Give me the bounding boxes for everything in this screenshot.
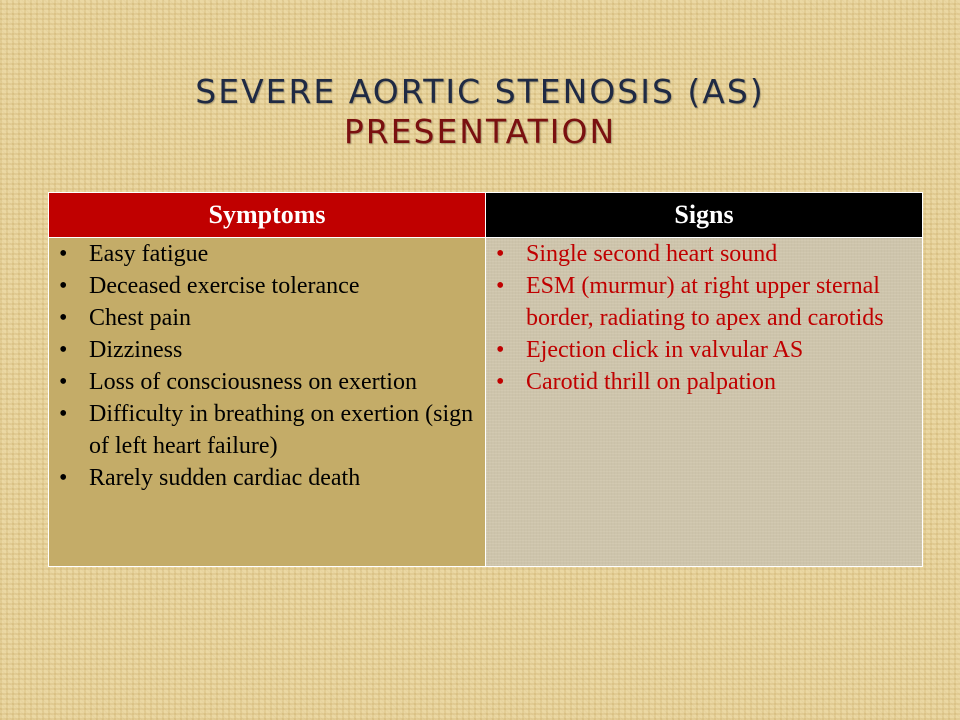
symptom-item: • Difficulty in breathing on exertion (sign of left heart failure)	[59, 398, 477, 462]
symptom-item: • Easy fatigue	[59, 238, 477, 270]
symptom-item: • Loss of consciousness on exertion	[59, 366, 477, 398]
symptom-item: • Chest pain	[59, 302, 477, 334]
title-line-main: SEVERE AORTIC STENOSIS (AS)	[195, 72, 765, 111]
signs-cell	[486, 238, 923, 567]
symptoms-header: Symptoms	[49, 193, 486, 238]
symptom-item: • Rarely sudden cardiac death	[59, 462, 477, 494]
table-header-row	[49, 193, 923, 238]
presentation-table	[48, 192, 923, 567]
signs-header: Signs	[486, 193, 923, 238]
slide-title	[0, 72, 960, 152]
sign-item: • Carotid thrill on palpation	[496, 366, 914, 398]
title-line-sub: PRESENTATION	[343, 112, 617, 151]
signs-list	[486, 238, 922, 398]
sign-item: • Ejection click in valvular AS	[496, 334, 914, 366]
sign-item: • ESM (murmur) at right upper sternal border, radiating to apex and carotids	[496, 270, 914, 334]
symptoms-cell	[49, 238, 486, 567]
symptoms-list	[49, 238, 485, 494]
sign-item: • Single second heart sound	[496, 238, 914, 270]
table-row	[49, 238, 923, 567]
symptom-item: • Dizziness	[59, 334, 477, 366]
symptom-item: • Deceased exercise tolerance	[59, 270, 477, 302]
